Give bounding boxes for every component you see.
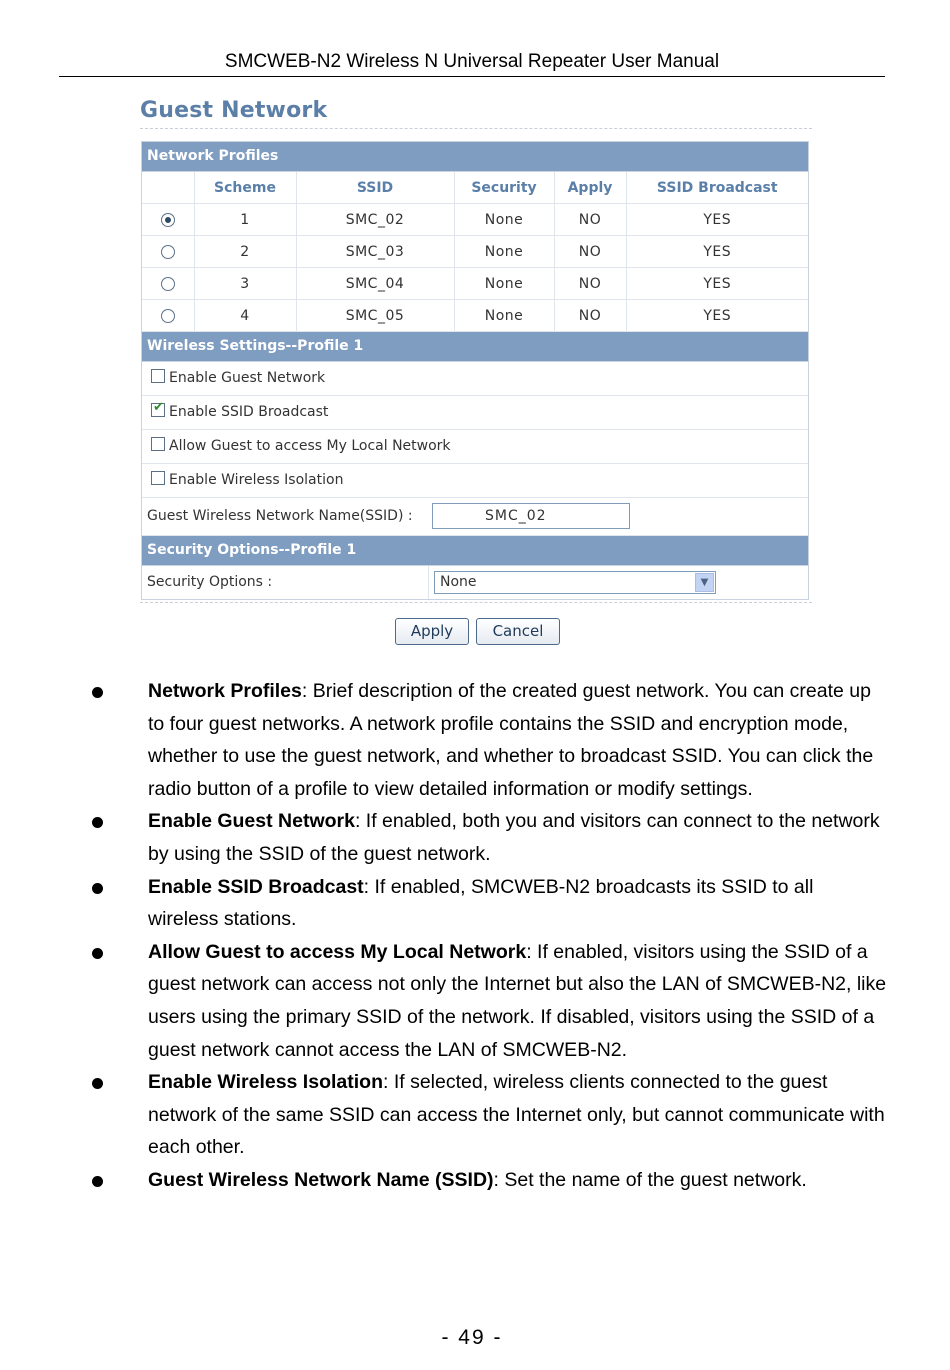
bullet-list — [0, 675, 950, 1197]
cell-scheme: 1 — [194, 204, 296, 236]
checkbox-row — [142, 430, 808, 464]
row-select-cell — [142, 300, 194, 332]
row-select-cell — [142, 236, 194, 268]
bullet-dot-icon — [92, 817, 103, 828]
cell-scheme: 3 — [194, 268, 296, 300]
cell-ssid: SMC_05 — [296, 300, 454, 332]
table-row — [142, 300, 808, 332]
bottom-divider — [140, 602, 812, 603]
bullet-text: : If selected, wireless clients connected to the guest network of the same SSID can access the Internet only, but cannot communicate with each other. — [148, 1071, 885, 1159]
cell-apply: NO — [554, 268, 626, 300]
bullet-text: : If enabled, SMCWEB-N2 broadcasts its SSID to all wireless stations. — [148, 875, 814, 931]
bullet-dot-icon — [92, 1078, 103, 1089]
cell-security: None — [454, 300, 554, 332]
settings-panel — [141, 141, 809, 600]
select-column-header — [142, 172, 194, 204]
column-header: Apply — [554, 172, 626, 204]
list-item — [0, 936, 888, 1066]
bullet-dot-icon — [92, 883, 103, 894]
cell-broadcast: YES — [626, 204, 808, 236]
checkbox[interactable] — [151, 369, 165, 383]
list-item — [0, 1066, 888, 1164]
profile-radio[interactable] — [161, 245, 175, 259]
table-row — [142, 236, 808, 268]
cell-scheme: 2 — [194, 236, 296, 268]
bullet-term: Enable SSID Broadcast — [148, 875, 364, 898]
column-header: Scheme — [194, 172, 296, 204]
profile-radio[interactable] — [161, 277, 175, 291]
list-item — [0, 871, 888, 936]
checkbox[interactable] — [151, 437, 165, 451]
bullet-text: : If enabled, visitors using the SSID of a guest network can access not only the Internet but also the LAN of SMCWEB-N2, like users using the primary SSID of the network. If disabled, visitors using the SSID of a guest network cannot access the LAN of SMCWEB-N2. — [148, 940, 887, 1061]
cell-broadcast: YES — [626, 300, 808, 332]
column-header: SSID Broadcast — [626, 172, 808, 204]
security-select-value: None — [440, 574, 477, 590]
page-number: - 49 - — [441, 1326, 503, 1349]
security-row — [142, 566, 808, 599]
cell-ssid: SMC_03 — [296, 236, 454, 268]
column-header: SSID — [296, 172, 454, 204]
apply-button[interactable]: Apply — [395, 618, 469, 645]
cell-apply: NO — [554, 204, 626, 236]
row-select-cell — [142, 268, 194, 300]
table-row — [142, 268, 808, 300]
title-divider — [140, 128, 812, 129]
table-header-row — [142, 172, 808, 204]
cell-scheme: 4 — [194, 300, 296, 332]
profile-radio[interactable] — [161, 309, 175, 323]
ssid-input[interactable]: SMC_02 — [432, 503, 630, 529]
cell-security: None — [454, 268, 554, 300]
checkbox-label: Enable Wireless Isolation — [169, 472, 344, 488]
bullet-term: Network Profiles — [148, 680, 302, 702]
checkbox-row — [142, 396, 808, 430]
cell-security: None — [454, 236, 554, 268]
ssid-label: Guest Wireless Network Name(SSID) : — [147, 508, 413, 524]
list-item — [0, 675, 888, 805]
doc-header: SMCWEB-N2 Wireless N Universal Repeater User Manual — [224, 51, 720, 72]
ssid-row — [142, 498, 808, 536]
bullet-term: Guest Wireless Network Name (SSID) — [148, 1168, 494, 1191]
bullet-term: Allow Guest to access My Local Network — [148, 940, 527, 963]
list-item — [0, 805, 888, 870]
bullet-text: : Set the name of the guest network. — [493, 1168, 807, 1191]
security-divider — [428, 566, 429, 599]
bullet-dot-icon — [92, 948, 103, 959]
column-header: Security — [454, 172, 554, 204]
bullet-term: Enable Wireless Isolation — [148, 1071, 383, 1094]
chevron-down-icon[interactable]: ▼ — [695, 573, 714, 592]
cell-ssid: SMC_04 — [296, 268, 454, 300]
cell-broadcast: YES — [626, 236, 808, 268]
checkbox-label: Enable SSID Broadcast — [169, 404, 329, 420]
bullet-text: : If enabled, both you and visitors can connect to the network by using the SSID of the guest network. — [148, 810, 880, 865]
checkbox[interactable] — [151, 471, 165, 485]
checkbox-row — [142, 464, 808, 498]
wireless-settings-band: Wireless Settings--Profile 1 — [142, 332, 808, 362]
profiles-table — [142, 172, 808, 332]
cell-apply: NO — [554, 300, 626, 332]
checkbox[interactable] — [151, 403, 165, 417]
guest-network-screenshot — [140, 96, 812, 640]
header-rule — [59, 76, 885, 77]
security-label: Security Options : — [147, 574, 273, 590]
security-select[interactable] — [434, 571, 716, 594]
table-row — [142, 204, 808, 236]
cell-broadcast: YES — [626, 268, 808, 300]
page-title: Guest Network — [140, 98, 328, 123]
checkbox-label: Enable Guest Network — [169, 370, 326, 386]
profile-radio[interactable] — [161, 213, 175, 227]
checkbox-row — [142, 362, 808, 396]
cell-security: None — [454, 204, 554, 236]
row-select-cell — [142, 204, 194, 236]
profiles-band: Network Profiles — [142, 142, 808, 172]
bullet-dot-icon — [92, 687, 103, 698]
bullet-dot-icon — [92, 1176, 103, 1187]
checkbox-label: Allow Guest to access My Local Network — [169, 438, 451, 454]
bullet-term: Enable Guest Network — [148, 810, 355, 833]
bullet-text: : Brief description of the created guest network. You can create up to four guest networks. A network profile contains the SSID and encryption mode, whether to use the guest network, and whether to broadcast SSID. You can click the radio button of a profile to view detailed information or modify settings. — [148, 680, 874, 800]
security-options-band: Security Options--Profile 1 — [142, 536, 808, 566]
cell-apply: NO — [554, 236, 626, 268]
cancel-button[interactable]: Cancel — [476, 618, 560, 645]
cell-ssid: SMC_02 — [296, 204, 454, 236]
list-item — [0, 1164, 888, 1197]
